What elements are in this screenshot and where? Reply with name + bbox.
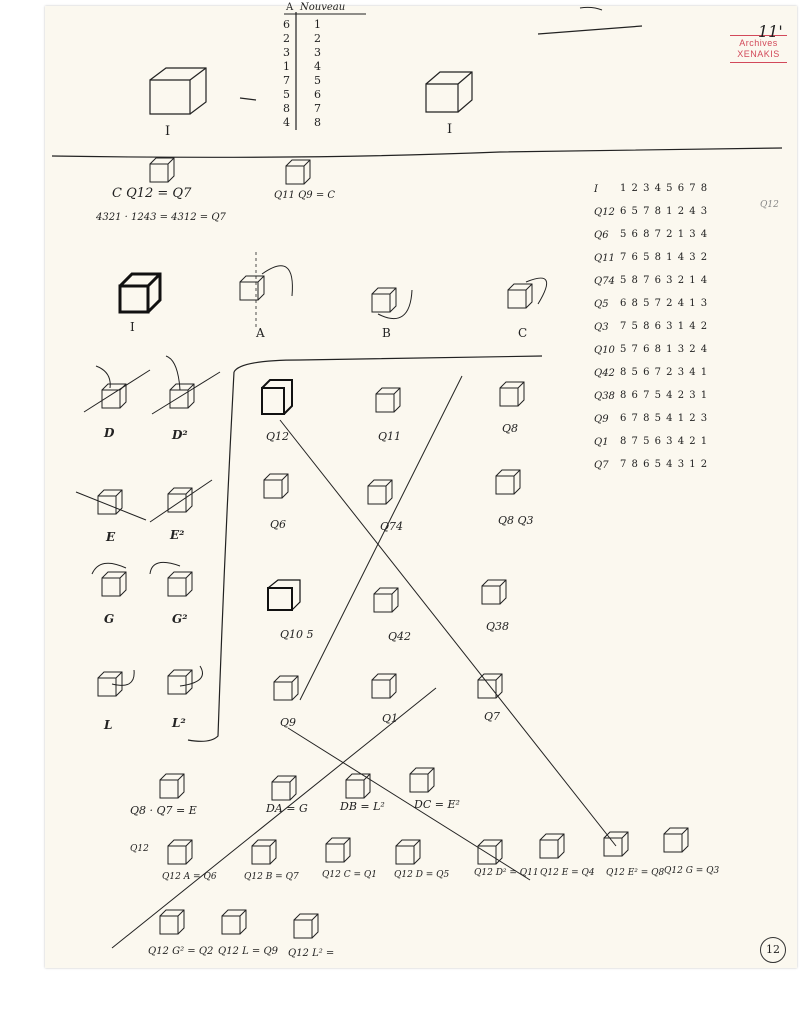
perm-label: Q12 [594,207,615,218]
table-cell-a: 3 [283,46,290,59]
cube-I-bold [120,274,160,312]
boxed-region-top [234,356,542,372]
table-cell-b: 8 [314,116,321,129]
label-bottom-row2: Q12 E² = Q8 [606,868,665,878]
perm-values: 8 5 6 7 2 3 4 1 [620,367,709,378]
formula-perm-eq: 4321 · 1243 = 4312 = Q7 [96,212,226,223]
label-boxed-grid: Q74 [380,520,404,533]
table-cell-a: 7 [283,74,290,87]
folio-number: 12 [760,937,786,963]
perm-label: Q1 [594,437,609,448]
label-basic: B [382,326,391,340]
label-basic: I [130,320,135,334]
label-bottom-row1: DC = E² [414,798,460,811]
label-basic: C [518,326,528,340]
stamp-line-1: Archives [739,38,778,48]
label-left-grid: E² [170,528,185,542]
stamp-line-2: XENAKIS [737,49,780,59]
label-bottom-row1: DA = G [266,802,308,815]
table-cell-b: 2 [314,32,321,45]
label-boxed-grid: Q7 [484,710,501,723]
cube-top-right [426,72,472,112]
perm-values: 7 6 5 8 1 4 3 2 [620,252,709,263]
label-bottom-row1: DB = L² [340,800,385,813]
label-bottom-row2: Q12 A = Q6 [162,872,217,882]
formula-c-q12: C Q12 = Q7 [112,186,192,201]
table-cell-b: 4 [314,60,321,73]
left-grid-cubes [76,356,220,696]
perm-values: 8 7 5 6 3 4 2 1 [620,436,709,447]
perm-label: I [594,184,598,195]
section-divider [52,148,782,157]
label-left-grid: G² [172,612,188,626]
cross-line-1 [300,376,462,700]
label-left-grid: L [104,718,113,732]
label-boxed-grid: Q1 [382,712,399,725]
cube-top-left [150,68,206,114]
label-bottom-row3: Q12 G² = Q2 [148,946,214,957]
perm-values: 6 7 8 5 4 1 2 3 [620,413,709,424]
table-cell-b: 3 [314,46,321,59]
label-boxed-grid: Q8 Q3 [498,514,534,527]
perm-label: Q42 [594,368,615,379]
label-bottom-row2: Q12 E = Q4 [540,868,595,878]
formula-q11-q9: Q11 Q9 = C [274,190,336,201]
cube-C [508,278,547,308]
label-left-grid: D² [172,428,188,442]
perm-values: 7 8 6 5 4 3 1 2 [620,459,709,470]
label-boxed-grid: Q42 [388,630,412,643]
label-left-grid: E [106,530,116,544]
table-cell-a: 5 [283,88,290,101]
label-boxed-grid: Q8 [502,422,519,435]
label-left-grid: D [104,426,115,440]
side-q12-mark: Q12 [760,200,779,210]
table-cell-a: 8 [283,102,290,115]
perm-values: 1 2 3 4 5 6 7 8 [620,183,709,194]
dash-mark [240,98,256,100]
label-boxed-grid: Q12 [266,430,290,443]
table-cell-b: 5 [314,74,321,87]
perm-label: Q5 [594,299,609,310]
label-basic: A [256,326,265,340]
table-cell-a: 1 [283,60,290,73]
label-bottom-row3: Q12 L = Q9 [218,946,279,957]
label-top-left-cube: I [165,124,171,139]
perm-values: 5 7 6 8 1 3 2 4 [620,344,709,355]
top-stroke-small [580,7,602,10]
perm-values: 5 6 8 7 2 1 3 4 [620,229,709,240]
perm-values: 6 5 7 8 1 2 4 3 [620,206,709,217]
table-cell-a: 2 [283,32,290,45]
label-bottom-row2: Q12 D = Q5 [394,870,450,880]
label-bottom-row3: Q12 L² = [288,948,335,959]
table-cell-b: 7 [314,102,321,115]
table-cell-a: 4 [283,116,290,129]
side-q12-label: Q12 [130,844,149,854]
label-left-grid: L² [172,716,186,730]
perm-label: Q38 [594,391,615,402]
label-bottom-row1: Q8 · Q7 = E [130,804,197,817]
perm-label: Q9 [594,414,609,425]
label-boxed-grid: Q38 [486,620,510,633]
label-boxed-grid: Q9 [280,716,297,729]
table-cell-a: 6 [283,18,290,31]
perm-values: 8 6 7 5 4 2 3 1 [620,390,709,401]
label-left-grid: G [104,612,115,626]
boxed-grid-cubes [262,380,524,700]
label-bottom-row2: Q12 G = Q3 [664,866,720,876]
label-bottom-row2: Q12 B = Q7 [244,872,299,882]
cross-line-3 [288,728,530,880]
label-boxed-grid: Q6 [270,518,287,531]
cross-line-2 [280,420,616,846]
cube-A [240,252,292,330]
boxed-region-side [188,372,234,741]
cube-cq12 [150,158,174,182]
table-cell-b: 6 [314,88,321,101]
label-bottom-row2: Q12 C = Q1 [322,870,377,880]
bottom-cubes [160,768,688,938]
page-mark: 11' [758,22,783,41]
label-boxed-grid: Q10 5 [280,628,314,641]
table-col-b: Nouveau [300,2,346,13]
label-boxed-grid: Q11 [378,430,402,443]
table-col-a: A [286,2,294,13]
perm-label: Q74 [594,276,615,287]
perm-label: Q6 [594,230,609,241]
table-cell-b: 1 [314,18,321,31]
label-top-right-cube: I [447,122,453,137]
label-bottom-row2: Q12 D² = Q11 [474,868,539,878]
perm-values: 7 5 8 6 3 1 4 2 [620,321,709,332]
top-stroke [538,26,642,34]
top-table [284,12,366,130]
cube-B [372,288,412,319]
cube-q11q9 [286,160,310,184]
perm-label: Q11 [594,253,615,264]
perm-label: Q10 [594,345,615,356]
perm-values: 5 8 7 6 3 2 1 4 [620,275,709,286]
perm-label: Q7 [594,460,609,471]
cross-line-4 [112,688,436,948]
perm-values: 6 8 5 7 2 4 1 3 [620,298,709,309]
perm-label: Q3 [594,322,609,333]
